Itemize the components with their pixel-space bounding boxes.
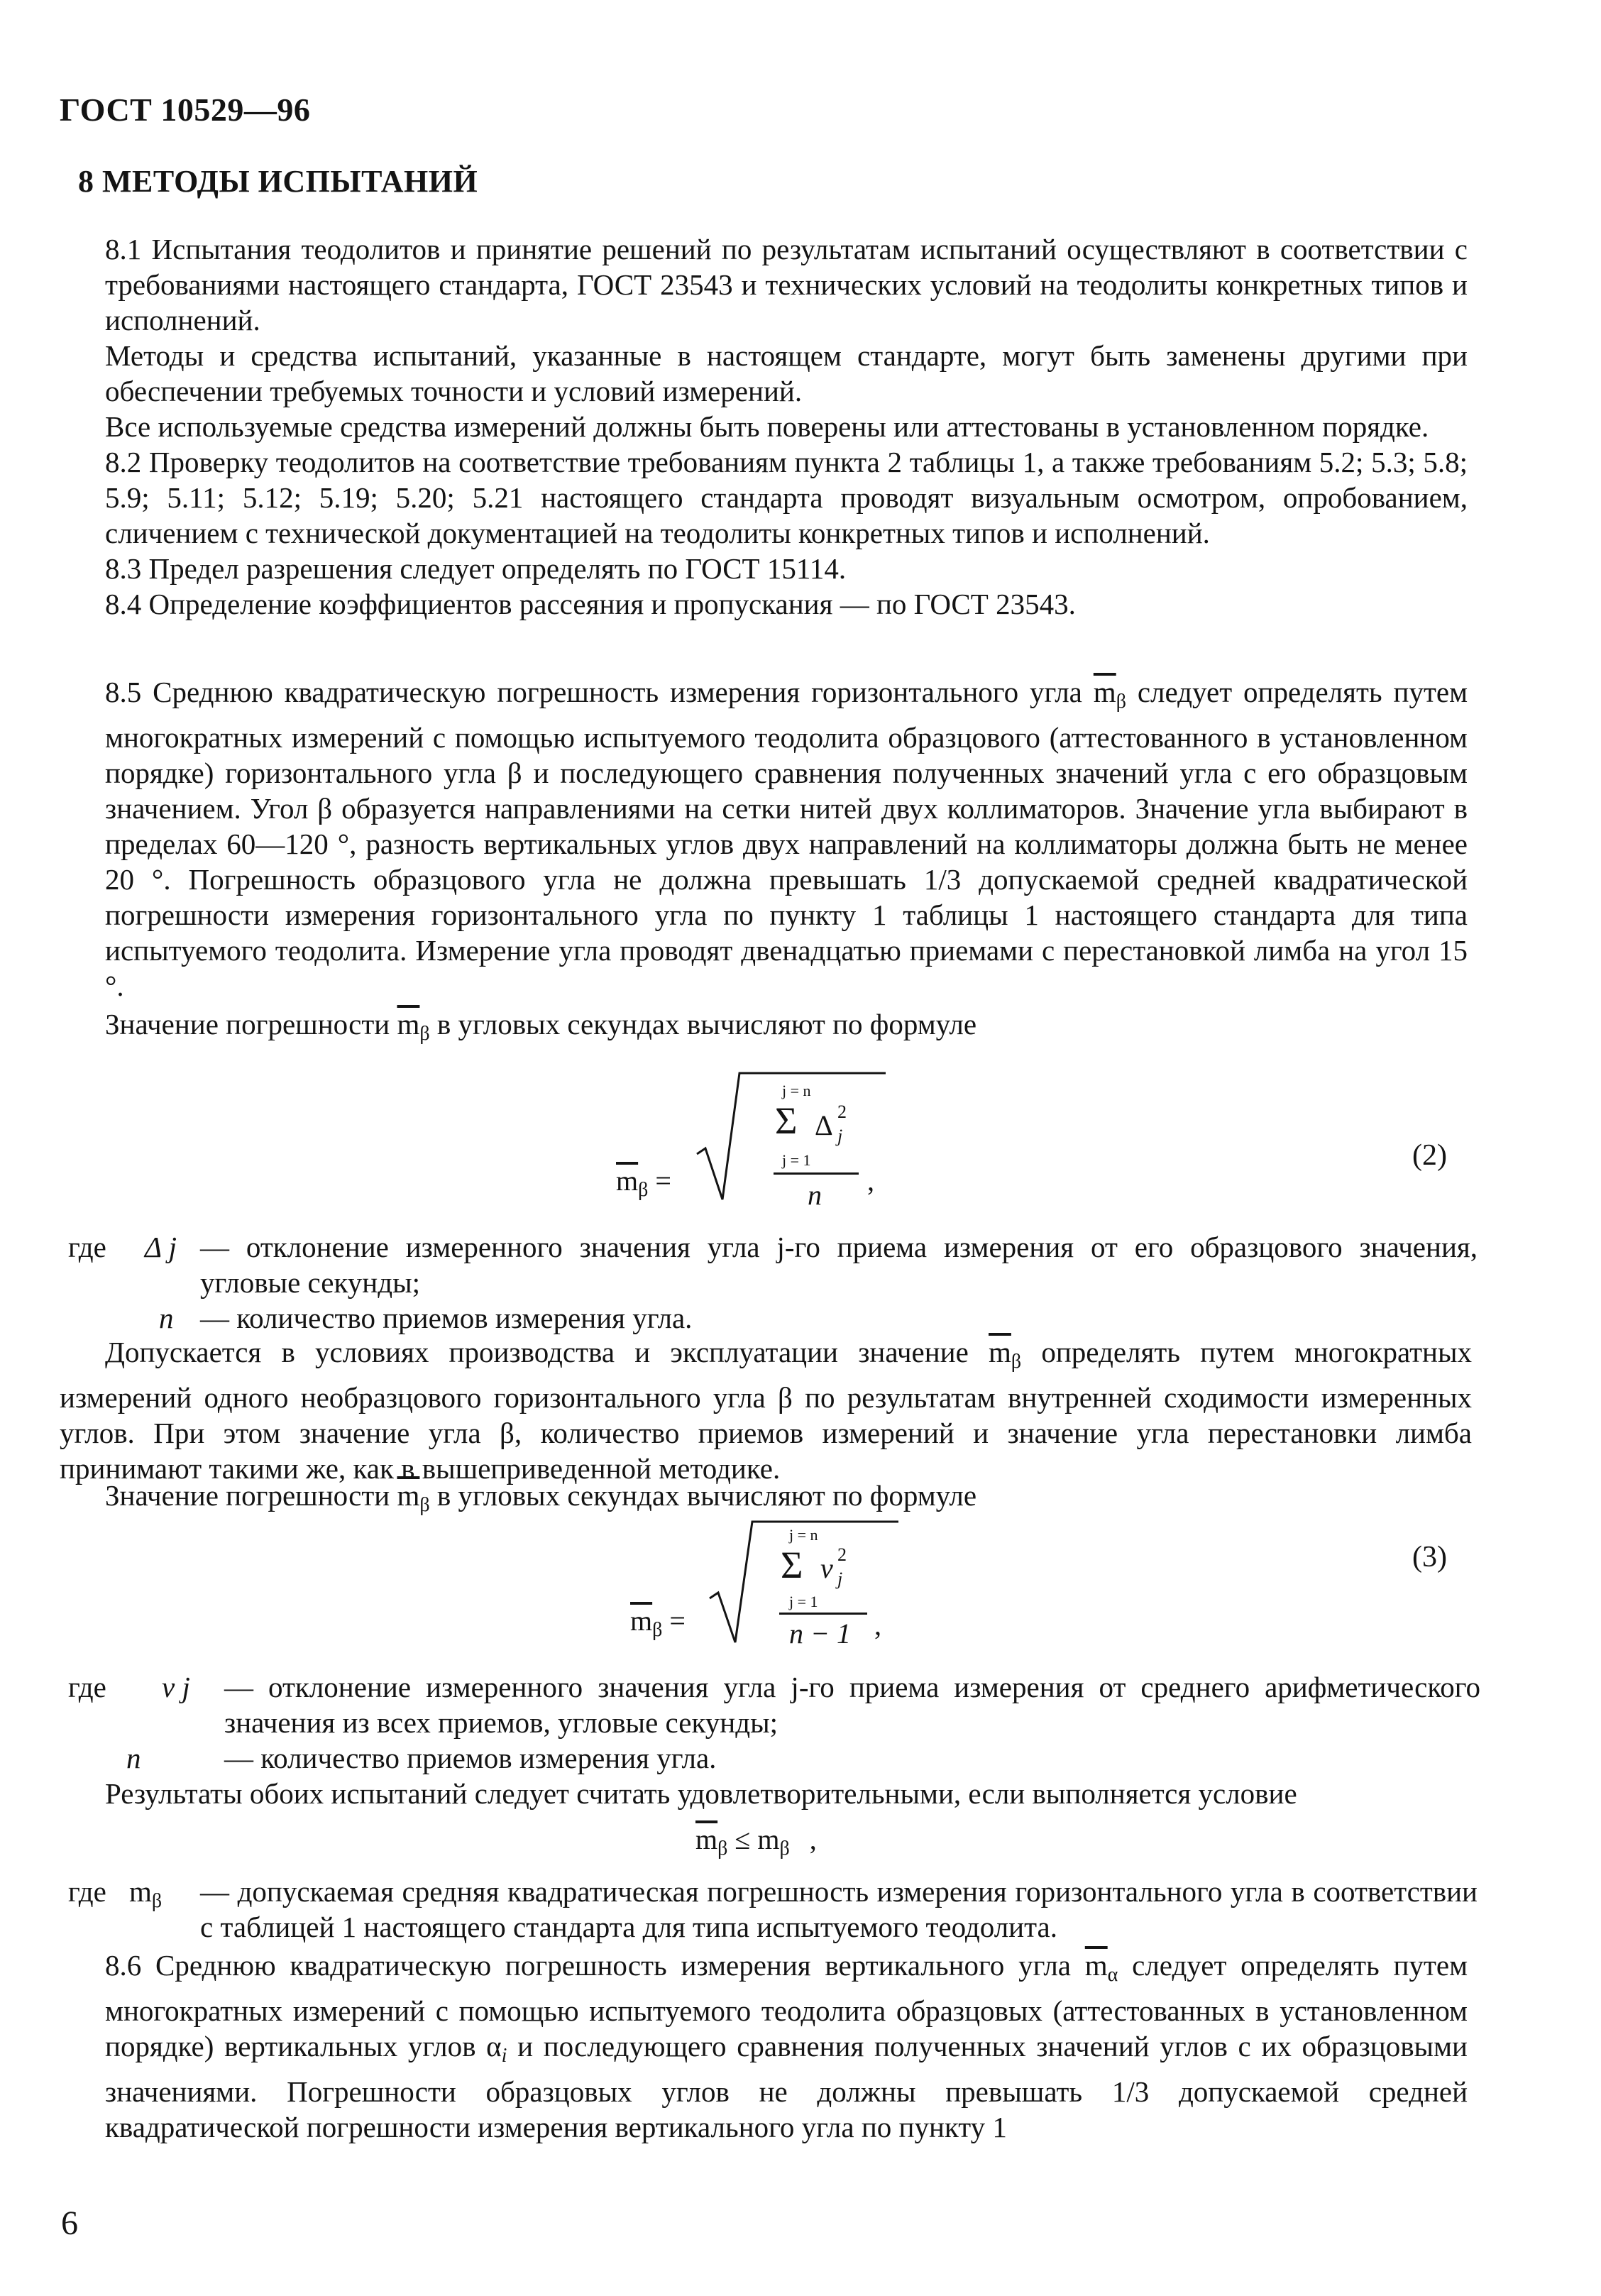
sum-top-limit: j = n: [789, 1526, 818, 1544]
paragraph-8-6: [105, 1948, 1468, 2145]
paragraph-8-6-rest: следует определять путем многократных измерений с помощью испытуемого теодолита образцовых (аттестованных в установленном порядке) вертикальных углов α: [105, 1949, 1468, 2062]
n-symbol: n: [126, 1742, 141, 1774]
paragraph-8-2: 8.2 Проверку теодолитов на соответствие требованиям пункта 2 таблицы 1, а также требованиям 5.2; 5.3; 5.8; 5.9; 5.11; 5.12; 5.19; 5.20; 5.21 настоящего стандарта проводят визуальным осмотром, опробованием, сличением с технической документацией на теодолиты конкретных типов и исполнений.: [105, 446, 1468, 549]
value-2-text-a: Значение погрешности: [105, 1479, 390, 1512]
value-1-text-a: Значение погрешности: [105, 1008, 390, 1040]
m-beta-symbol: $m_\beta$: [129, 1875, 163, 1912]
one-third-fraction: 1/3: [923, 863, 962, 896]
condition-formula: $\overline{m}_\beta \le m_\beta$ ,: [695, 1823, 817, 1860]
paragraph-value-1: [105, 1006, 1468, 1052]
v-j-definition: — отклонение измеренного значения угла j-го приема измерения от среднего арифметического значения из всех приемов, угловые секунды;: [224, 1671, 1480, 1739]
paragraph-8-5-rest-a: следует определять путем многократных измерений с помощью испытуемого теодолита образцового (аттестованного в установленном порядке) горизонтального угла β и последующего сравнения полученных значений угла с его образцовым значением. Угол β образуется направлениями на сетки нитей двух коллиматоров. Значение угла выбирают в пределах 60—120 °, разность вертикальных углов двух направлений на коллиматоры должна быть не менее 20 °. Погрешность образцового угла не должна превышать: [105, 676, 1468, 896]
delta-j-definition: — отклонение измеренного значения угла j-го приема измерения от его образцового значения, угловые секунды;: [200, 1231, 1478, 1299]
square-exponent: 2: [837, 1544, 847, 1565]
delta-symbol: Δ: [815, 1109, 833, 1141]
where-block-2: [68, 1669, 1480, 1776]
j-subscript: j: [837, 1126, 843, 1146]
paragraph-8-5-rest-b: допускаемой средней квадратической погрешности измерения горизонтального угла по пункту 1 таблицы 1 настоящего стандарта для типа испытуемого теодолита. Измерение угла проводят двенадцатью приемами с перестановкой лимба на угол 15 °.: [105, 863, 1468, 1002]
formula-3-number: (3): [1412, 1541, 1447, 1573]
paragraph-methods: Методы и средства испытаний, указанные в настоящем стандарте, могут быть заменены другими при обеспечении требуемых точности и условий измерений.: [105, 339, 1468, 407]
paragraph-results: Результаты обоих испытаний следует считать удовлетворительными, если выполняется условие: [105, 1777, 1297, 1810]
formula-2-number: (2): [1412, 1139, 1447, 1172]
paragraph-8-1: 8.1 Испытания теодолитов и принятие решений по результатам испытаний осуществляют в соответствии с требованиями настоящего стандарта, ГОСТ 23543 и технических условий на теодолиты конкретных типов и исполнений.: [105, 233, 1468, 336]
where-block-3: [68, 1874, 1480, 1945]
m-beta-symbol: $\overline{m}_\beta$: [989, 1336, 1022, 1373]
formula-3-comma: ,: [874, 1609, 881, 1641]
sigma-symbol: Σ: [775, 1099, 798, 1142]
where-block-1: [68, 1229, 1480, 1336]
paragraph-8-5-start: 8.5 Среднюю квадратическую погрешность измерения горизонтального угла: [105, 676, 1082, 708]
m-beta-symbol: $\overline{m}_\beta$: [397, 1479, 430, 1516]
allowed-text-b: определять путем многократных измерений одного необразцового горизонтального угла β по результатам внутренней сходимости измеренных углов. При этом значение угла β, количество приемов измерений и значение угла перестановки лимба принимают такими же, как в вышеприведенной методике.: [60, 1336, 1472, 1485]
m-beta-definition: — допускаемая средняя квадратическая погрешность измерения горизонтального угла в соответствии с таблицей 1 настоящего стандарта для типа испытуемого теодолита.: [200, 1875, 1478, 1943]
m-beta-symbol: $\overline{m}_\beta$: [397, 1008, 430, 1045]
paragraph-value-2: [105, 1478, 1468, 1523]
n-definition: — количество приемов измерения угла.: [200, 1302, 693, 1334]
m-beta-symbol: $\overline{m}_\beta$: [1093, 676, 1126, 713]
n-symbol: n: [159, 1302, 174, 1334]
value-2-text-b: в угловых секундах вычисляют по формуле: [436, 1479, 977, 1512]
paragraph-8-6-rest-2: и последующего сравнения полученных значений углов с их образцовыми значениями. Погрешности образцовых углов не должны превышать: [105, 2030, 1468, 2108]
paragraph-measuring-means: Все используемые средства измерений должны быть поверены или аттестованы в установленном порядке.: [105, 410, 1429, 443]
formula-3-lhs: $\overline{m}_\beta$ =: [630, 1605, 686, 1641]
j-subscript: j: [837, 1569, 843, 1589]
fraction-line: [779, 1613, 867, 1615]
page-number: 6: [61, 2204, 78, 2242]
value-1-text-b: в угловых секундах вычисляют по формуле: [436, 1008, 977, 1040]
formula-2-lhs: $\overline{m}_\beta$ =: [616, 1165, 671, 1201]
denominator-n: n: [808, 1179, 822, 1211]
text-block-8-1-to-8-4: [105, 231, 1468, 622]
where-label: где: [68, 1875, 106, 1908]
paragraph-8-3: 8.3 Предел разрешения следует определять по ГОСТ 15114.: [105, 552, 847, 585]
v-j-symbol: v j: [162, 1671, 190, 1703]
one-third-fraction: 1/3: [1111, 2075, 1150, 2108]
where-label: где: [68, 1671, 106, 1703]
i-subscript: i: [501, 2045, 507, 2067]
n-definition: — количество приемов измерения угла.: [224, 1742, 717, 1774]
section-title: 8 МЕТОДЫ ИСПЫТАНИЙ: [78, 164, 478, 199]
m-alpha-symbol: $\overline{m}_\alpha$: [1084, 1949, 1118, 1986]
denominator-n-minus-1: n − 1: [789, 1617, 851, 1649]
formula-2-comma: ,: [867, 1165, 874, 1197]
sigma-symbol: Σ: [781, 1544, 803, 1586]
sum-bottom-limit: j = 1: [789, 1593, 818, 1610]
sum-bottom-limit: j = 1: [782, 1151, 811, 1169]
paragraph-allowed: [60, 1334, 1472, 1486]
where-label: где: [68, 1231, 106, 1263]
paragraph-8-4: 8.4 Определение коэффициентов рассеяния и пропускания — по ГОСТ 23543.: [105, 588, 1076, 620]
allowed-text-a: Допускается в условиях производства и эксплуатации значение: [105, 1336, 969, 1368]
fraction-line: [774, 1172, 859, 1175]
delta-j-symbol: Δ j: [145, 1231, 177, 1263]
square-exponent: 2: [837, 1102, 847, 1122]
v-symbol: v: [820, 1552, 833, 1584]
document-header: ГОСТ 10529—96: [60, 92, 311, 128]
paragraph-8-5: [105, 674, 1468, 1004]
paragraph-8-6-start: 8.6 Среднюю квадратическую погрешность измерения вертикального угла: [105, 1949, 1071, 1982]
paragraph-8-6-rest-3: допускаемой средней квадратической погрешности измерения вертикального угла по пункту 1: [105, 2075, 1468, 2143]
sum-top-limit: j = n: [782, 1082, 811, 1099]
